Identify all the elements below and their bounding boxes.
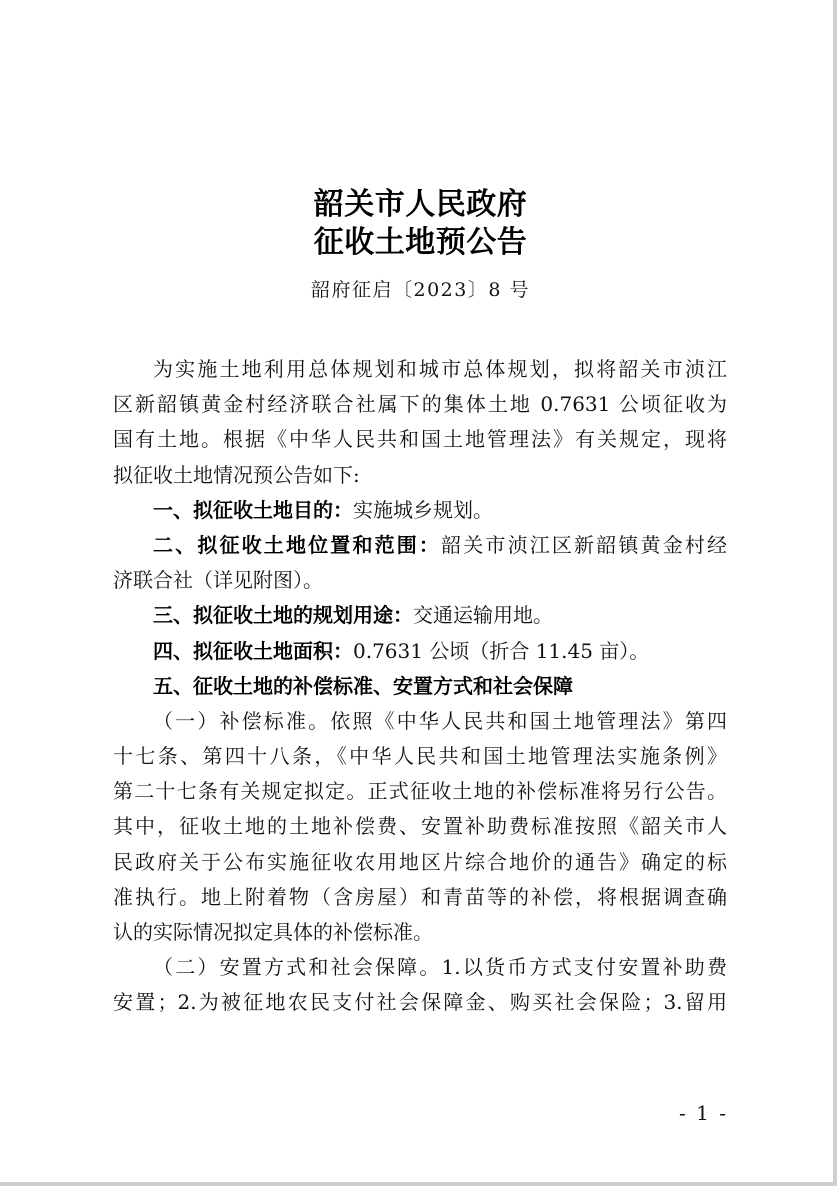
compensation-standard-line: （一）补偿标准。依照《中华人民共和国土地管理法》第四 — [153, 708, 727, 733]
item-planned-use — [113, 598, 727, 633]
item-planned-use-heading: 三、拟征收土地的规划用途： — [153, 603, 413, 628]
compensation-standard-line: 其中，征收土地的土地补偿费、安置补助费标准按照《韶关市人 — [113, 814, 727, 839]
item-area-text: 0.7631 公顷（折合 11.45 亩）。 — [353, 638, 650, 663]
intro-paragraph-line: 拟征收土地情况预公告如下: — [113, 462, 360, 487]
resettlement-line: （二）安置方式和社会保障。1.以货币方式支付安置补助费 — [153, 955, 727, 980]
item-area — [113, 634, 727, 669]
item-location — [113, 528, 727, 563]
intro-paragraph-line: 为实施土地利用总体规划和城市总体规划，拟将韶关市浈江 — [153, 357, 727, 381]
item-location-text: 韶关市浈江区新韶镇黄金村经 — [441, 532, 727, 557]
item-planned-use-text: 交通运输用地。 — [413, 603, 553, 628]
page-number: - 1 - — [679, 1101, 728, 1125]
item-purpose-heading: 一、拟征收土地目的： — [153, 497, 353, 522]
item-area-heading: 四、拟征收土地面积： — [153, 638, 353, 663]
item-location-continued: 济联合社（详见附图）。 — [113, 568, 323, 593]
document-body — [113, 352, 727, 1021]
item-compensation-heading: 五、征收土地的补偿标准、安置方式和社会保障 — [153, 673, 573, 698]
document-title-line-2: 征收土地预公告 — [313, 225, 528, 260]
document-number: 韶府征启〔2023〕8 号 — [311, 279, 530, 301]
compensation-standard-line: 认的实际情况拟定具体的补偿标准。 — [113, 920, 433, 944]
item-location-heading: 二、拟征收土地位置和范围： — [153, 532, 442, 557]
item-purpose-text: 实施城乡规划。 — [353, 497, 493, 522]
compensation-standard-line: 准执行。地上附着物（含房屋）和青苗等的补偿，将根据调查确 — [113, 884, 727, 909]
item-compensation — [113, 669, 727, 704]
compensation-standard-line: 第二十七条有关规定拟定。正式征收土地的补偿标准将另行公告。 — [113, 779, 727, 804]
compensation-standard-line: 十七条、第四十八条，《中华人民共和国土地管理法实施条例》 — [113, 744, 727, 769]
document-title-line-1: 韶关市人民政府 — [313, 187, 528, 222]
item-purpose — [113, 493, 727, 528]
resettlement-line: 安置；2.为被征地农民支付社会保障金、购买社会保险；3.留用 — [113, 990, 727, 1015]
intro-paragraph-line: 国有土地。根据《中华人民共和国土地管理法》有关规定，现将 — [113, 427, 727, 452]
intro-paragraph-line: 区新韶镇黄金村经济联合社属下的集体土地 0.7631 公顷征收为 — [113, 392, 727, 417]
compensation-standard-line: 民政府关于公布实施征收农用地区片综合地价的通告》确定的标 — [113, 849, 727, 874]
